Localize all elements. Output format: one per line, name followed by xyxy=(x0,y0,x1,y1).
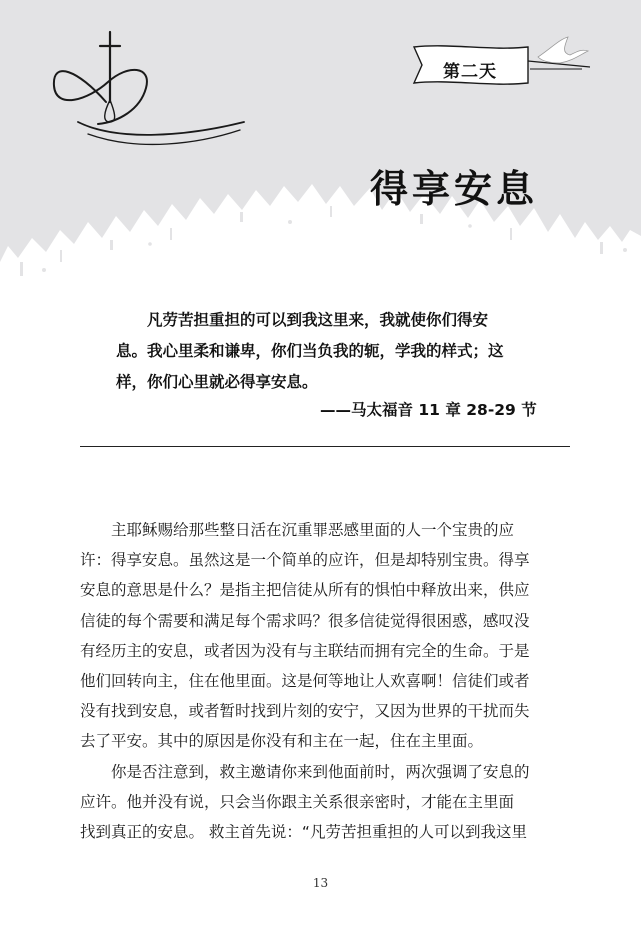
body-text xyxy=(80,515,572,847)
body-line: 安息的意思是什么？是指主把信徒从所有的惧怕中释放出来，供应 xyxy=(80,581,530,600)
page-title: 得享安息 xyxy=(370,166,539,211)
verse-line: 样，你们心里就必得享安息。 xyxy=(116,373,318,391)
body-line: 许：得享安息。虽然这是一个简单的应许，但是却特别宝贵。得享 xyxy=(80,551,530,570)
divider xyxy=(80,446,570,447)
verse-line: 息。我心里柔和谦卑，你们当负我的轭，学我的样式；这 xyxy=(116,342,504,360)
body-line: 主耶稣赐给那些整日活在沉重罪恶感里面的人一个宝贵的应 xyxy=(80,521,515,539)
day-label: 第二天 xyxy=(443,62,497,82)
scripture-verse xyxy=(116,305,536,398)
page-number: 13 xyxy=(312,876,329,890)
body-line: 找到真正的安息。 救主首先说：“凡劳苦担重担的人可以到我这里 xyxy=(80,823,527,842)
verse-reference: ——马太福音 11 章 28-29 节 xyxy=(320,401,537,419)
cross-heart-logo-icon xyxy=(48,30,253,155)
body-line: 应许。他并没有说，只会当你跟主关系很亲密时，才能在主里面 xyxy=(80,792,515,811)
body-line: 信徒的每个需要和满足每个需求吗？很多信徒觉得很困惑，感叹没 xyxy=(80,611,530,630)
body-line: 去了平安。其中的原因是你没有和主在一起，住在主里面。 xyxy=(80,732,484,751)
verse-line: 凡劳苦担重担的可以到我这里来，我就使你们得安 xyxy=(116,311,489,329)
body-line: 没有找到安息，或者暂时找到片刻的安宁，又因为世界的干扰而失 xyxy=(80,702,530,721)
body-line: 他们回转向主，住在他里面。这是何等地让人欢喜啊！信徒们或者 xyxy=(80,672,530,691)
dove-icon xyxy=(538,37,588,63)
body-line: 你是否注意到，救主邀请你来到他面前时，两次强调了安息的 xyxy=(80,762,530,781)
body-line: 有经历主的安息，或者因为没有与主联结而拥有完全的生命。于是 xyxy=(80,641,530,660)
